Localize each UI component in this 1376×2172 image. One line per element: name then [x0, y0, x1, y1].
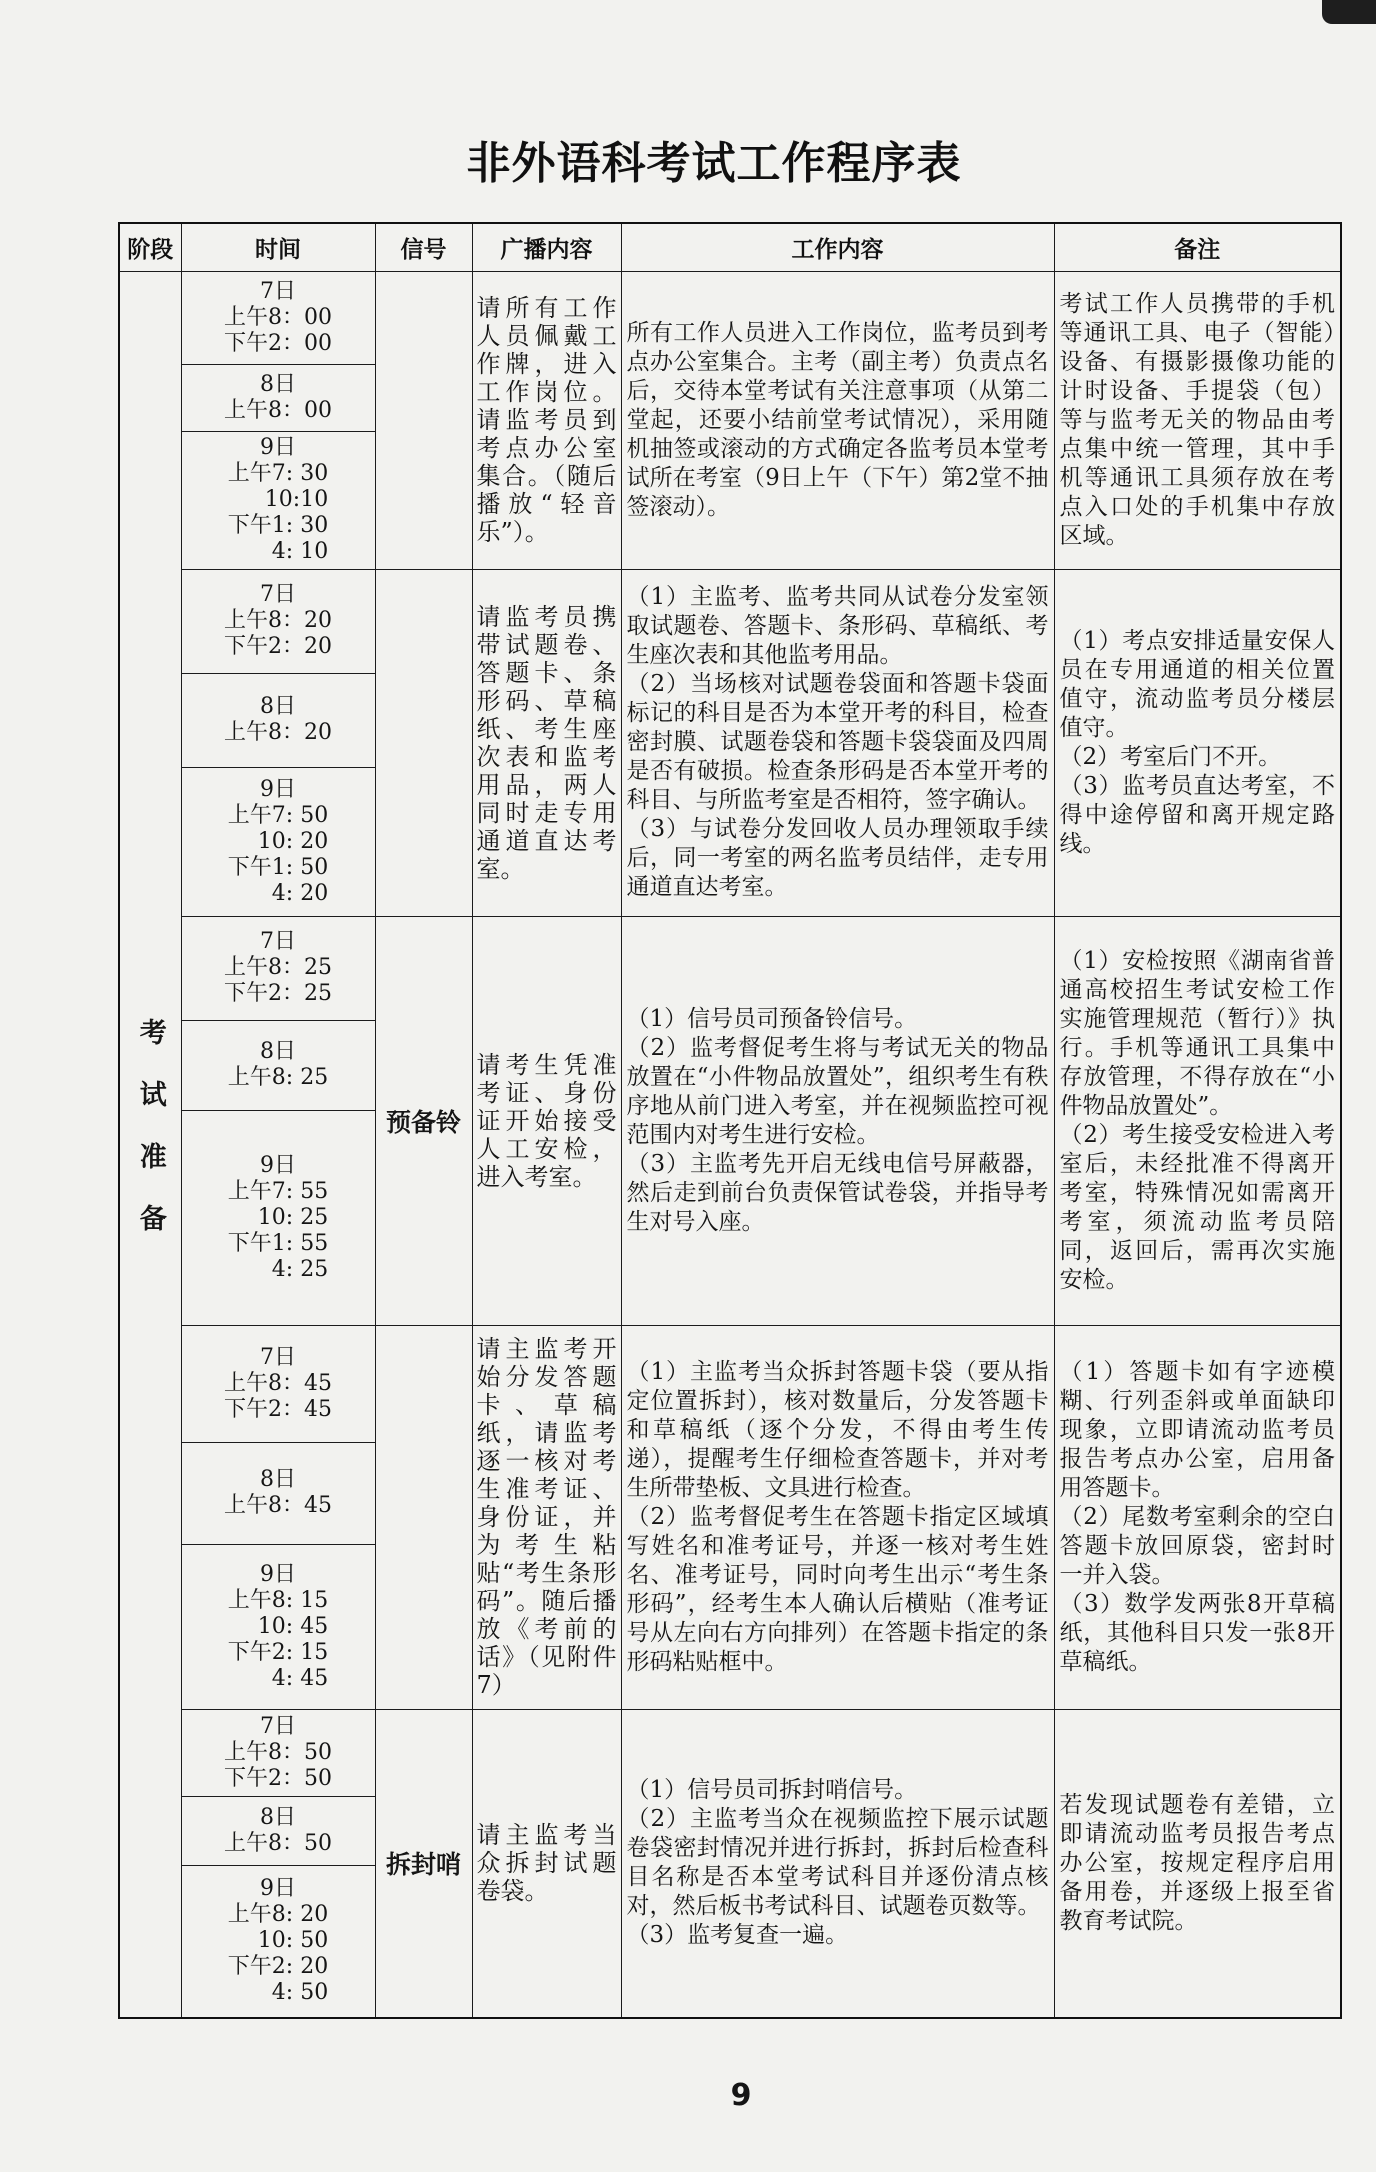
time-cell — [181, 1020, 375, 1110]
header-broadcast: 广播内容 — [472, 223, 621, 271]
time-line: 下午2：20 — [224, 634, 332, 659]
time-cell — [181, 1709, 375, 1796]
time-line: 上午8：00 — [224, 304, 332, 330]
signal-cell — [375, 271, 472, 569]
time-cell — [181, 1442, 375, 1544]
time-list — [224, 608, 332, 660]
time-line: 下午2：45 — [224, 1396, 332, 1422]
time-day: 7日 — [260, 1344, 296, 1370]
time-day: 9日 — [260, 1561, 296, 1587]
signal-cell — [375, 1709, 472, 2018]
work-cell — [621, 569, 1054, 916]
notes-paragraph: （3）监考员直达考室，不得中途停留和离开规定路线。 — [1059, 772, 1335, 857]
notes-cell — [1054, 916, 1341, 1325]
time-line: 上午8：00 — [224, 397, 332, 423]
time-day: 9日 — [260, 1876, 296, 1902]
time-line: 上午8：45 — [224, 1370, 332, 1396]
header-notes: 备注 — [1054, 223, 1341, 271]
time-line: 下午2: 20 — [227, 1954, 329, 1980]
work-paragraph: （3）与试卷分发回收人员办理领取手续后，同一考室的两名监考员结伴，走专用通道直达考室。 — [626, 816, 1049, 900]
work-paragraph: （1）主监考、监考共同从试卷分发室领取试题卷、答题卡、条形码、草稿纸、考生座次表和其他监考用品。 — [626, 584, 1049, 668]
work-paragraph: （2）主监考当众在视频监控下展示试题卷袋密封情况并进行拆封，拆封后检查科目名称是否本堂考试科目并逐份清点核对，然后板书考试科目、试题卷页数等。 — [626, 1806, 1049, 1920]
header-work: 工作内容 — [621, 223, 1054, 271]
work-cell — [621, 271, 1054, 569]
time-cell — [181, 673, 375, 767]
notes-paragraph: （2）考生接受安检进入考室后，未经批准不得离开考室，特殊情况如需离开考室，须流动监考员陪同，返回后，需再次实施安检。 — [1059, 1121, 1335, 1293]
time-list — [228, 1065, 328, 1091]
time-cell — [181, 1865, 375, 2018]
stage-label: 考试准备 — [134, 1018, 166, 1267]
time-line: 4: 25 — [271, 1256, 329, 1282]
time-list — [224, 1740, 332, 1792]
time-day: 9日 — [260, 435, 296, 460]
time-cell — [181, 1325, 375, 1442]
work-cell — [621, 1325, 1054, 1709]
notes-paragraph: （1）考点安排适量安保人员在专用通道的相关位置值守，流动监考员分楼层值守。 — [1059, 627, 1335, 741]
table-row — [119, 1325, 1341, 1442]
time-list — [228, 1588, 328, 1692]
time-day: 8日 — [260, 694, 296, 719]
time-list — [224, 1493, 332, 1519]
time-line: 上午8：50 — [224, 1830, 332, 1856]
signal-cell — [375, 1325, 472, 1709]
time-line: 下午1: 55 — [227, 1230, 329, 1256]
work-paragraph: （1）信号员司拆封哨信号。 — [626, 1777, 918, 1804]
time-day: 8日 — [260, 1804, 296, 1830]
work-paragraph: （2）当场核对试题卷袋面和答题卡袋面标记的科目是否为本堂开考的科目，检查密封膜、试题卷袋和答题卡袋袋面及四周是否有破损。检查条形码是否本堂开考的科目、与所监考室是否相符，签字确认。 — [626, 671, 1049, 813]
time-list — [224, 1831, 332, 1857]
time-day: 9日 — [260, 1152, 296, 1178]
work-paragraph: （2）监考督促考生在答题卡指定区域填写姓名和准考证号，并逐一核对考生姓名、准考证号，同时向考生出示“考生条形码”，经考生本人确认后横贴（准考证号从左向右方向排列）在答题卡指定的条形码粘贴框中。 — [626, 1503, 1049, 1675]
time-cell — [181, 271, 375, 364]
work-paragraph: （2）监考督促考生将与考试无关的物品放置在“小件物品放置处”，组织考生有秩序地从前门进入考室，并在视频监控可视范围内对考生进行安检。 — [626, 1034, 1049, 1148]
time-line: 下午1: 30 — [227, 513, 329, 538]
time-cell — [181, 569, 375, 673]
notes-paragraph: 若发现试题卷有差错，立即请流动监考员报告考点办公室，按规定程序启用备用卷，并逐级上报至省教育考试院。 — [1059, 1791, 1335, 1934]
broadcast-text: 请所有工作人员佩戴工作牌，进入工作岗位。请监考员到考点办公室集合。（随后播放“轻音乐”）。 — [476, 294, 617, 546]
time-cell — [181, 1544, 375, 1709]
work-paragraph: （1）主监考当众拆封答题卡袋（要从指定位置拆封），核对数量后，分发答题卡和草稿纸（逐个分发，不得由考生传递），提醒考生仔细检查答题卡，并对考生所带垫板、文具进行检查。 — [626, 1358, 1049, 1501]
time-line: 上午8：20 — [224, 720, 332, 745]
stage-cell — [119, 271, 181, 2018]
time-line: 10: 45 — [257, 1613, 329, 1639]
time-line: 上午7: 50 — [227, 802, 329, 828]
time-line: 上午8: 25 — [227, 1065, 329, 1090]
time-line: 10:10 — [264, 487, 329, 512]
time-cell — [181, 767, 375, 916]
time-day: 7日 — [260, 929, 296, 954]
work-paragraph: （1）信号员司预备铃信号。 — [626, 1005, 918, 1032]
page-number: 9 — [730, 2078, 752, 2113]
broadcast-cell — [472, 1325, 621, 1709]
signal-cell — [375, 916, 472, 1325]
time-line: 上午8：45 — [224, 1493, 332, 1518]
time-list — [228, 1902, 328, 2006]
table-row — [119, 569, 1341, 673]
time-line: 4: 20 — [271, 880, 329, 906]
table-header-row — [119, 223, 1341, 271]
scan-artifact — [1322, 0, 1376, 24]
broadcast-cell — [472, 916, 621, 1325]
signal-cell — [375, 569, 472, 916]
time-list — [228, 461, 328, 565]
time-list — [228, 803, 328, 907]
header-time: 时间 — [181, 223, 375, 271]
time-list — [224, 398, 332, 424]
time-cell — [181, 1110, 375, 1325]
broadcast-text: 请考生凭准考证、身份证开始接受人工安检，进入考室。 — [476, 1050, 617, 1191]
time-day: 7日 — [260, 278, 296, 304]
time-cell — [181, 1796, 375, 1865]
time-line: 4: 45 — [271, 1665, 329, 1691]
time-line: 下午2：50 — [224, 1765, 332, 1791]
time-line: 下午2: 15 — [227, 1639, 329, 1665]
time-line: 上午7: 30 — [227, 461, 329, 486]
time-line: 10: 20 — [257, 828, 329, 854]
work-paragraph: 所有工作人员进入工作岗位，监考员到考点办公室集合。主考（副主考）负责点名后，交待本堂考试有关注意事项（从第二堂起，还要小结前堂考试情况），采用随机抽签或滚动的方式确定各监考员本堂考试所在考室（9日上午（下午）第2堂不抽签滚动）。 — [626, 319, 1049, 520]
notes-paragraph: （2）考室后门不开。 — [1059, 743, 1282, 770]
time-line: 上午7: 55 — [227, 1178, 329, 1204]
time-line: 4: 10 — [271, 539, 329, 564]
work-cell — [621, 1709, 1054, 2018]
time-line: 上午8：20 — [224, 608, 332, 633]
header-signal: 信号 — [375, 223, 472, 271]
time-day: 7日 — [260, 1713, 296, 1739]
broadcast-cell — [472, 569, 621, 916]
notes-cell — [1054, 1709, 1341, 2018]
time-line: 下午1: 50 — [227, 854, 329, 880]
work-paragraph: （3）主监考先开启无线电信号屏蔽器，然后走到前台负责保管试卷袋，并指导考生对号入座。 — [626, 1150, 1049, 1235]
notes-paragraph: （3）数学发两张8开草稿纸，其他科目只发一张8开草稿纸。 — [1059, 1590, 1335, 1675]
time-list — [228, 1179, 328, 1283]
work-cell — [621, 916, 1054, 1325]
time-line: 上午8: 15 — [227, 1587, 329, 1613]
time-list — [224, 955, 332, 1007]
broadcast-cell — [472, 271, 621, 569]
header-stage: 阶段 — [119, 223, 181, 271]
time-line: 下午2：00 — [224, 330, 332, 356]
time-cell — [181, 364, 375, 431]
broadcast-cell — [472, 1709, 621, 2018]
time-day: 7日 — [260, 582, 296, 607]
time-line: 10: 25 — [257, 1204, 329, 1230]
broadcast-text: 请主监考当众拆封试题卷袋。 — [476, 1821, 617, 1906]
table-row — [119, 1709, 1341, 1796]
notes-paragraph: （2）尾数考室剩余的空白答题卡放回原袋，密封时一并入袋。 — [1059, 1503, 1335, 1588]
signal-label: 拆封哨 — [385, 1850, 461, 1880]
time-line: 10: 50 — [257, 1928, 329, 1954]
procedure-table — [118, 222, 1342, 2019]
notes-paragraph: （1）答题卡如有字迹模糊、行列歪斜或单面缺印现象，立即请流动监考员报告考点办公室，启用备用答题卡。 — [1059, 1358, 1335, 1501]
notes-cell — [1054, 271, 1341, 569]
time-day: 8日 — [260, 1039, 296, 1064]
notes-paragraph: （1）安检按照《湖南省普通高校招生考试安检工作实施管理规范（暂行）》执行。手机等通讯工具集中存放管理，不得存放在“小件物品放置处”。 — [1059, 947, 1335, 1119]
time-day: 8日 — [260, 371, 296, 397]
notes-cell — [1054, 1325, 1341, 1709]
time-line: 4: 50 — [271, 1980, 329, 2006]
time-day: 9日 — [260, 776, 296, 802]
time-cell — [181, 916, 375, 1020]
time-line: 下午2：25 — [224, 981, 332, 1006]
time-list — [224, 1371, 332, 1423]
notes-paragraph: 考试工作人员携带的手机等通讯工具、电子（智能）设备、有摄影摄像功能的计时设备、手提袋（包）等与监考无关的物品由考点集中统一管理，其中手机等通讯工具须存放在考点入口处的手机集中存放区域。 — [1059, 290, 1335, 549]
time-cell — [181, 431, 375, 569]
broadcast-text: 请监考员携带试题卷、答题卡、条形码、草稿纸、考生座次表和监考用品，两人同时走专用通道直达考室。 — [476, 602, 617, 883]
work-paragraph: （3）监考复查一遍。 — [626, 1922, 849, 1949]
signal-label: 预备铃 — [385, 1107, 461, 1137]
time-line: 上午8: 20 — [227, 1902, 329, 1928]
time-line: 上午8：25 — [224, 955, 332, 980]
time-day: 8日 — [260, 1467, 296, 1492]
page-title: 非外语科考试工作程序表 — [466, 138, 962, 189]
table-row — [119, 916, 1341, 1020]
time-list — [224, 305, 332, 357]
notes-cell — [1054, 569, 1341, 916]
table-row — [119, 271, 1341, 364]
time-list — [224, 720, 332, 746]
time-line: 上午8：50 — [224, 1739, 332, 1765]
broadcast-text: 请主监考开始分发答题卡、草稿纸，请监考逐一核对考生准考证、身份证，并为考生粘贴“考生条形码”。随后播放《考前的话》（见附件7） — [476, 1335, 617, 1699]
